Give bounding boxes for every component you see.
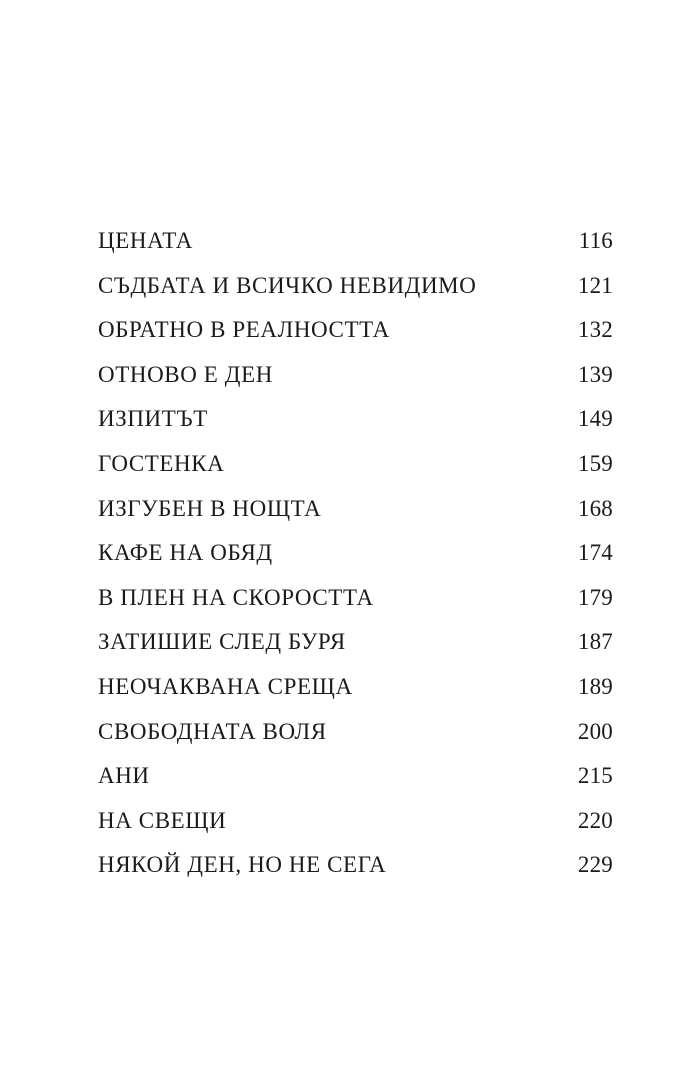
toc-entry (98, 759, 613, 804)
toc-entry (98, 804, 613, 849)
toc-entry-page: 121 (577, 272, 613, 298)
toc-entry-page: 159 (577, 450, 613, 476)
toc-entry-title: НА СВЕЩИ (98, 807, 227, 833)
toc-entry-title: СЪДБАТА И ВСИЧКО НЕВИДИМО (98, 272, 477, 298)
toc-entry (98, 224, 613, 269)
toc-entry-title: ЗАТИШИЕ СЛЕД БУРЯ (98, 629, 346, 655)
toc-entry-title: В ПЛЕН НА СКОРОСТТА (98, 584, 374, 610)
toc-entry-page: 179 (577, 584, 613, 610)
toc-entry-title: СВОБОДНАТА ВОЛЯ (98, 718, 327, 744)
toc-entry-title: ОБРАТНО В РЕАЛНОСТТА (98, 317, 390, 343)
toc-entry-page: 215 (577, 763, 613, 789)
toc-entry-title: ЦЕНАТА (98, 228, 193, 253)
toc-entry-title: КАФЕ НА ОБЯД (98, 540, 273, 566)
toc-entry-page: 187 (577, 629, 613, 655)
toc-entry-title: ИЗПИТЪТ (98, 406, 208, 432)
toc-entry (98, 402, 613, 447)
toc-entry (98, 313, 613, 358)
toc-entry-page: 174 (577, 540, 613, 566)
toc-entry (98, 715, 613, 760)
toc-entry (98, 625, 613, 670)
toc-entry-page: 229 (577, 852, 613, 878)
toc-entry-page: 116 (578, 228, 613, 253)
toc-entry-title: НЯКОЙ ДЕН, НО НЕ СЕГА (98, 852, 387, 878)
toc-entry-page: 139 (577, 361, 613, 387)
toc-entry-title: ОТНОВО Е ДЕН (98, 361, 273, 387)
toc-entry-title: ГОСТЕНКА (98, 450, 225, 476)
toc-entry-title: ИЗГУБЕН В НОЩТА (98, 495, 322, 521)
table-of-contents (98, 224, 613, 893)
toc-entry-title: НЕОЧАКВАНА СРЕЩА (98, 673, 353, 699)
toc-entry-page: 168 (577, 495, 613, 521)
toc-entry-title: АНИ (98, 763, 150, 789)
toc-entry (98, 358, 613, 403)
toc-entry (98, 581, 613, 626)
toc-entry (98, 492, 613, 537)
toc-entry-page: 189 (577, 673, 613, 699)
toc-entry (98, 269, 613, 314)
toc-entry-page: 200 (577, 718, 613, 744)
toc-entry-page: 220 (577, 807, 613, 833)
toc-entry (98, 848, 613, 893)
toc-entry (98, 536, 613, 581)
toc-entry-page: 149 (577, 406, 613, 432)
toc-entry (98, 670, 613, 715)
toc-entry-page: 132 (577, 317, 613, 343)
toc-entry (98, 447, 613, 492)
